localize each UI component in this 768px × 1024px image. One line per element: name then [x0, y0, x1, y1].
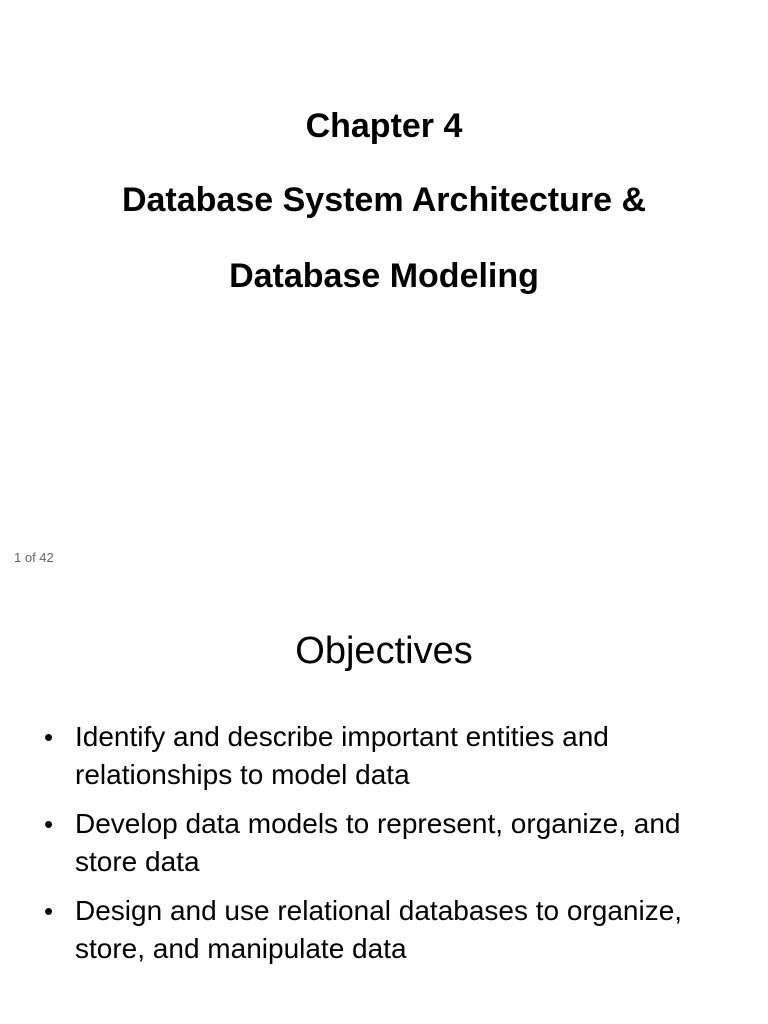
chapter-subtitle-line-1: Database System Architecture & — [121, 181, 647, 219]
bullet-icon: • — [44, 809, 54, 839]
chapter-title: Chapter 4 — [305, 107, 463, 145]
objectives-title: Objectives — [295, 630, 473, 672]
bullet-text: Identify and describe important entities and relationships to model data — [75, 721, 609, 790]
objectives-list — [44, 718, 744, 979]
page-counter: 1 of 42 — [14, 550, 54, 565]
bullet-text: Develop data models to represent, organize, and store data — [75, 808, 681, 877]
list-item — [44, 892, 744, 968]
objectives-slide — [0, 576, 768, 1024]
bullet-icon: • — [44, 896, 54, 926]
list-item — [44, 718, 744, 794]
bullet-text: Design and use relational databases to organize, store, and manipulate data — [75, 895, 683, 964]
chapter-subtitle-line-2: Database Modeling — [229, 257, 539, 295]
bullet-icon: • — [44, 722, 54, 752]
list-item — [44, 805, 744, 881]
